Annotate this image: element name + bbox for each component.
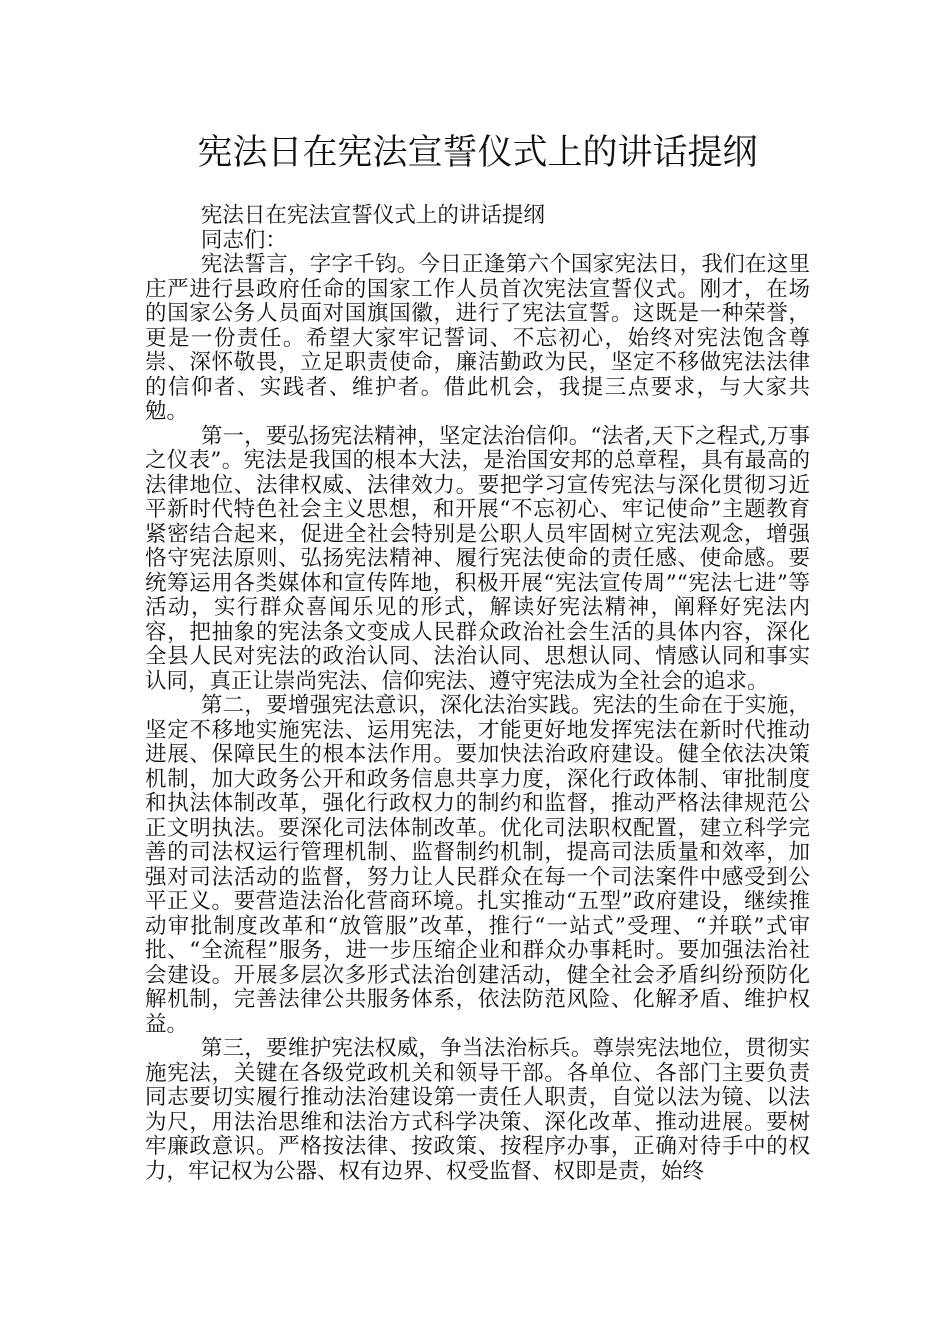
paragraph-opening: 宪法誓言，字字千钧。今日正逢第六个国家宪法日，我们在这里庄严进行县政府任命的国家工作人员首次宪法宣誓仪式。刚才，在场的国家公务人员面对国旗国徽，进行了宪法宣誓。这既是一种荣誉，更是一份责任。希望大家牢记誓词、不忘初心，始终对宪法饱含尊崇、深怀敬畏，立足职责使命，廉洁勤政为民，坚定不移做宪法法律的信仰者、实践者、维护者。借此机会，我提三点要求，与大家共勉。: [145, 252, 810, 424]
paragraph-first-point: 第一，要弘扬宪法精神，坚定法治信仰。“法者,天下之程式,万事之仪表”。宪法是我国的根本大法，是治国安邦的总章程，具有最高的法律地位、法律权威、法律效力。要把学习宣传宪法与深化贯彻习近平新时代特色社会主义思想，和开展“不忘初心、牢记使命”主题教育紧密结合起来，促进全社会特别是公职人员牢固树立宪法观念，增强恪守宪法原则、弘扬宪法精神、履行宪法使命的责任感、使命感。要统筹运用各类媒体和宣传阵地，积极开展“宪法宣传周”“宪法七进”等活动，实行群众喜闻乐见的形式，解读好宪法精神，阐释好宪法内容，把抽象的宪法条文变成人民群众政治社会生活的具体内容，深化全县人民对宪法的政治认同、法治认同、思想认同、情感认同和事实认同，真正让崇尚宪法、信仰宪法、遵守宪法成为全社会的追求。: [145, 423, 810, 694]
paragraph-third-point: 第三，要维护宪法权威，争当法治标兵。尊崇宪法地位，贯彻实施宪法，关键在各级党政机关和领导干部。各单位、各部门主要负责同志要切实履行推动法治建设第一责任人职责，自觉以法为镜、以法为尺，用法治思维和法治方式科学决策、深化改革、推动进展。要树牢廉政意识。严格按法律、按政策、按程序办事，正确对待手中的权力，牢记权为公器、权有边界、权受监督、权即是责，始终: [145, 1036, 810, 1184]
salutation: 同志们：: [200, 227, 287, 253]
paragraph-second-point: 第二，要增强宪法意识，深化法治实践。宪法的生命在于实施，坚定不移地实施宪法、运用宪法，才能更好地发挥宪法在新时代推动进展、保障民生的根本法作用。要加快法治政府建设。健全依法决策机制，加大政务公开和政务信息共享力度，深化行政体制、审批制度和执法体制改革，强化行政权力的制约和监督，推动严格法律规范公正文明执法。要深化司法体制改革。优化司法职权配置，建立科学完善的司法权运行管理机制、监督制约机制，提高司法质量和效率，加强对司法活动的监督，努力让人民群众在每一个司法案件中感受到公平正义。要营造法治化营商环境。扎实推动“五型”政府建设，继续推动审批制度改革和“放管服”改革，推行“一站式”受理、“并联”式审批、“全流程”服务，进一步压缩企业和群众办事耗时。要加强法治社会建设。开展多层次多形式法治创建活动，健全社会矛盾纠纷预防化解机制，完善法律公共服务体系，依法防范风险、化解矛盾、维护权益。: [145, 693, 810, 1037]
document-body: [145, 204, 810, 1184]
document-title: 宪法日在宪法宣誓仪式上的讲话提纲: [197, 133, 758, 173]
document-page: [145, 128, 810, 1184]
document-subtitle: 宪法日在宪法宣誓仪式上的讲话提纲: [200, 203, 545, 228]
